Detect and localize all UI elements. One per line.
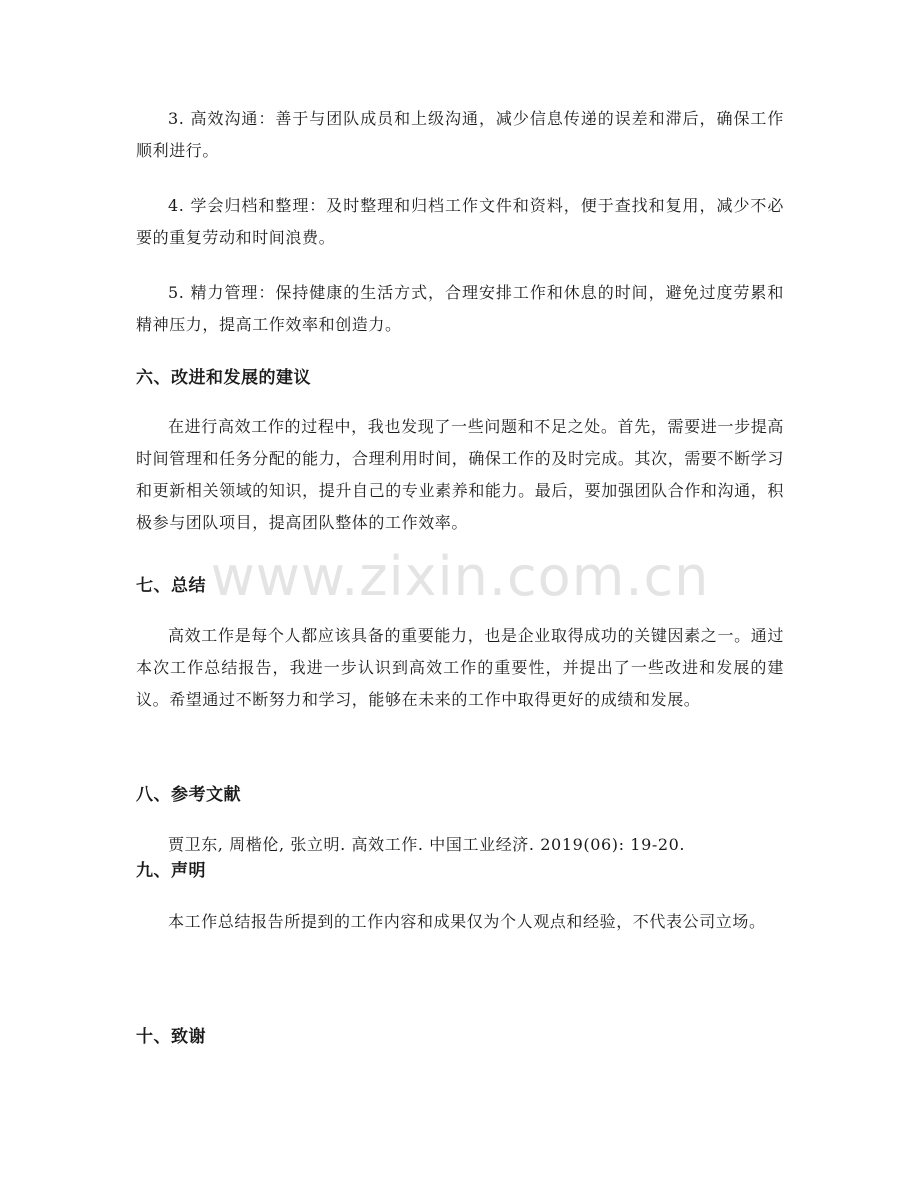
- paragraph-archiving: [136, 190, 784, 254]
- section-heading-acknowledgements: [136, 1021, 784, 1053]
- paragraph-summary: [136, 620, 784, 716]
- paragraph-efficient-communication: [136, 103, 784, 167]
- heading-text: 六、改进和发展的建议: [136, 368, 311, 388]
- section-heading-improvement: [136, 362, 784, 394]
- heading-text: 九、声明: [136, 861, 206, 881]
- heading-text: 七、总结: [136, 576, 206, 596]
- paragraph-text: 贾卫东, 周楷伦, 张立明. 高效工作. 中国工业经济. 2019(06): 19-20.: [168, 835, 686, 854]
- paragraph-text: 高效工作是每个人都应该具备的重要能力，也是企业取得成功的关键因素之一。通过本次工作总结报告，我进一步认识到高效工作的重要性，并提出了一些改进和发展的建议。希望通过不断努力和学习，能够在未来的工作中取得更好的成绩和发展。: [136, 626, 784, 709]
- section-heading-statement: [136, 855, 784, 887]
- heading-text: 十、致谢: [136, 1027, 206, 1047]
- section-heading-references: [136, 779, 784, 811]
- paragraph-text: 4. 学会归档和整理：及时整理和归档工作文件和资料，便于查找和复用，减少不必要的重复劳动和时间浪费。: [136, 196, 784, 247]
- paragraph-statement: [136, 906, 784, 938]
- paragraph-text: 本工作总结报告所提到的工作内容和成果仅为个人观点和经验，不代表公司立场。: [168, 912, 766, 931]
- heading-text: 八、参考文献: [136, 785, 241, 805]
- section-heading-summary: [136, 570, 784, 602]
- paragraph-text: 3. 高效沟通：善于与团队成员和上级沟通，减少信息传递的误差和滞后，确保工作顺利进行。: [136, 109, 784, 160]
- paragraph-text: 5. 精力管理：保持健康的生活方式，合理安排工作和休息的时间，避免过度劳累和精神压力，提高工作效率和创造力。: [136, 283, 784, 334]
- paragraph-improvement: [136, 411, 784, 539]
- paragraph-energy-management: [136, 277, 784, 341]
- paragraph-text: 在进行高效工作的过程中，我也发现了一些问题和不足之处。首先，需要进一步提高时间管理和任务分配的能力，合理利用时间，确保工作的及时完成。其次，需要不断学习和更新相关领域的知识，提升自己的专业素养和能力。最后，要加强团队合作和沟通，积极参与团队项目，提高团队整体的工作效率。: [136, 417, 784, 532]
- watermark-text: www.zixin.com.cn: [210, 545, 710, 608]
